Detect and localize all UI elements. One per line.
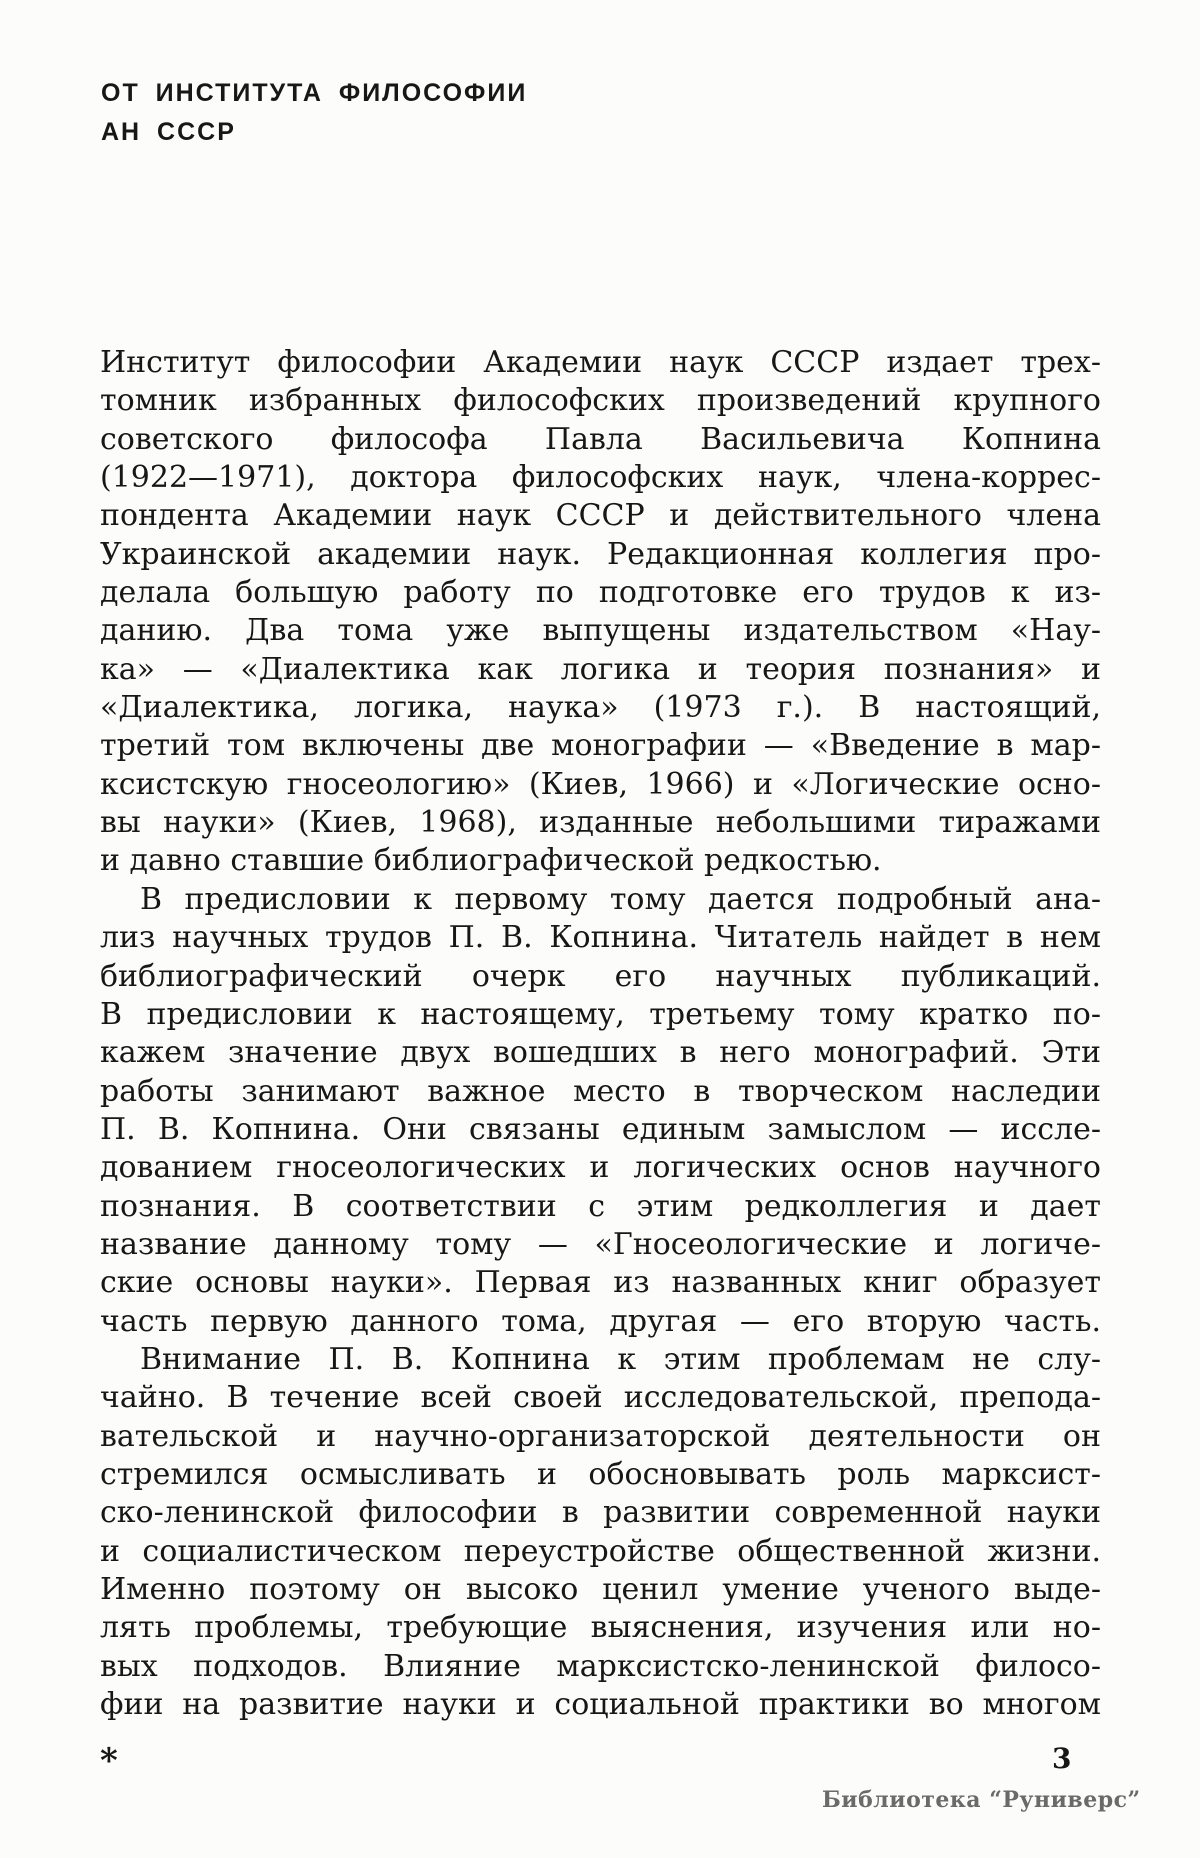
text-line: ско-ленинской философии в развитии современной науки — [100, 1495, 1101, 1531]
text-line: и социалистическом переустройстве общественной жизни. — [100, 1533, 1101, 1569]
text-line: часть первую данного тома, другая — его вторую часть. — [100, 1303, 1101, 1339]
page-number: 3 — [1052, 1742, 1072, 1775]
text-line: В предисловии к первому тому дается подробный ана- — [140, 881, 1101, 917]
text-line: «Диалектика, логика, наука» (1973 г.). В настоящий, — [100, 690, 1101, 726]
text-line: вых подходов. Влияние марксистско-ленинской филосо- — [100, 1648, 1101, 1684]
text-line: и давно ставшие библиографической редкостью. — [100, 843, 882, 879]
text-line: (1922—1971), доктора философских наук, члена-коррес- — [100, 460, 1101, 496]
text-line: пондента Академии наук СССР и действительного члена — [100, 498, 1101, 534]
text-line: третий том включены две монографии — «Введение в мар- — [100, 728, 1101, 764]
text-line: ка» — «Диалектика как логика и теория познания» и — [100, 651, 1101, 687]
text-line: делала большую работу по подготовке его трудов к из- — [100, 575, 1101, 611]
text-line: чайно. В течение всей своей исследовательской, препода- — [100, 1380, 1101, 1416]
text-line: вательской и научно-организаторской деятельности он — [100, 1418, 1101, 1454]
text-line: библиографический очерк его научных публикаций. — [100, 958, 1101, 994]
text-line: лиз научных трудов П. В. Копнина. Читатель найдет в нем — [100, 920, 1101, 956]
heading-line-2: АН СССР — [101, 118, 236, 146]
text-line: В предисловии к настоящему, третьему тому кратко по- — [100, 996, 1101, 1032]
text-line: дованием гносеологических и логических основ научного — [100, 1150, 1101, 1186]
text-line: данию. Два тома уже выпущены издательством «Нау- — [100, 613, 1101, 649]
text-line: томник избранных философских произведений крупного — [100, 383, 1101, 419]
text-line: Внимание П. В. Копнина к этим проблемам не слу- — [140, 1341, 1101, 1377]
text-line: кажем значение двух вошедших в него монографий. Эти — [100, 1035, 1101, 1071]
body-text — [100, 344, 1101, 1724]
text-line: П. В. Копнина. Они связаны единым замыслом — иссле- — [100, 1111, 1101, 1147]
library-watermark: Библиотека “Руниверс” — [822, 1787, 1141, 1813]
text-line: стремился осмысливать и обосновывать роль марксист- — [100, 1456, 1101, 1492]
text-line: ксистскую гносеологию» (Киев, 1966) и «Логические осно- — [100, 766, 1101, 802]
chapter-heading — [101, 74, 527, 152]
heading-line-1: ОТ ИНСТИТУТА ФИЛОСОФИИ — [101, 79, 528, 107]
text-line: ские основы науки». Первая из названных книг образует — [100, 1265, 1101, 1301]
text-line: работы занимают важное место в творческом наследии — [100, 1073, 1101, 1109]
text-line: советского философа Павла Васильевича Копнина — [100, 421, 1101, 457]
text-line: Украинской академии наук. Редакционная коллегия про- — [100, 536, 1101, 572]
text-line: фии на развитие науки и социальной практики во многом — [100, 1687, 1101, 1723]
text-line: название данному тому — «Гносеологические и логиче- — [100, 1226, 1101, 1262]
text-line: Именно поэтому он высоко ценил умение ученого выде- — [100, 1572, 1101, 1607]
text-line: вы науки» (Киев, 1968), изданные небольшими тиражами — [100, 805, 1101, 841]
text-line: познания. В соответствии с этим редколлегия и дает — [100, 1188, 1101, 1224]
text-line: Институт философии Академии наук СССР издает трех- — [100, 345, 1101, 380]
text-line: лять проблемы, требующие выяснения, изучения или но- — [100, 1610, 1101, 1646]
signature-mark: * — [100, 1741, 118, 1781]
